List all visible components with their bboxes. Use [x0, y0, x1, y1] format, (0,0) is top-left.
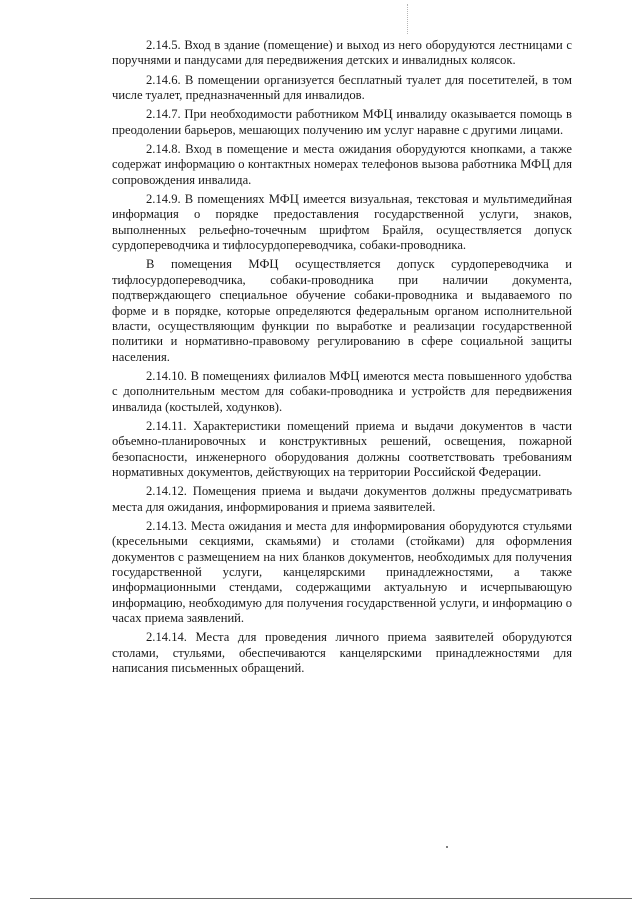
paragraph-2-14-8: 2.14.8. Вход в помещение и места ожидания оборудуются кнопками, а также содержат информацию о контактных номерах телефонов вызова работника МФЦ для сопровождения инвалида.	[112, 142, 572, 187]
paragraph-2-14-11: 2.14.11. Характеристики помещений приема и выдачи документов в части объемно-планировочных и конструктивных решений, освещения, пожарной безопасности, инженерного оборудования должны соответствовать требованиям нормативных документов, действующих на территории Российской Федерации.	[112, 418, 572, 479]
paragraph-2-14-9-continued: В помещения МФЦ осуществляется допуск сурдопереводчика и тифлосурдопереводчика, собаки-проводника при наличии документа, подтверждающего специальное обучение собаки-проводника и выдаваемого по форме и в порядке, которые определяются федеральным органом исполнительной власти, осуществляющим функции по выработке и реализации государственной политики и нормативно-правовому регулированию в сфере социальной защиты населения.	[112, 257, 572, 364]
paragraph-2-14-13: 2.14.13. Места ожидания и места для информирования оборудуются стульями (кресельными секциями, скамьями) и столами (стойками) для оформления документов с размещением на них бланков документов, необходимых для получения государственной услуги, канцелярскими принадлежностями, а также информационными стендами, содержащими актуальную и исчерпывающую информацию, необходимую для получения государственной услуги, и информацию о часах приема заявлений.	[112, 518, 572, 626]
scan-speck	[446, 846, 448, 848]
scan-artifact-top-mark	[407, 4, 409, 34]
paragraph-2-14-10: 2.14.10. В помещениях филиалов МФЦ имеются места повышенного удобства с дополнительным местом для собаки-проводника и устройств для передвижения инвалида (костылей, ходунков).	[112, 368, 572, 414]
paragraph-2-14-5: 2.14.5. Вход в здание (помещение) и выход из него оборудуются лестницами с поручнями и пандусами для передвижения детских и инвалидных колясок.	[112, 38, 572, 68]
paragraph-2-14-9: 2.14.9. В помещениях МФЦ имеется визуальная, текстовая и мультимедийная информация о порядке предоставления государственной услуги, знаков, выполненных рельефно-точечным шрифтом Брайля, осуществляется допуск сурдопереводчика и тифлосурдопереводчика, собаки-проводника.	[112, 192, 572, 253]
paragraph-2-14-14: 2.14.14. Места для проведения личного приема заявителей оборудуются столами, стульями, обеспечиваются канцелярскими принадлежностями для написания письменных обращений.	[112, 630, 572, 676]
paragraph-2-14-6: 2.14.6. В помещении организуется бесплатный туалет для посетителей, в том числе туалет, предназначенный для инвалидов.	[112, 72, 572, 103]
paragraph-2-14-7: 2.14.7. При необходимости работником МФЦ инвалиду оказывается помощь в преодолении барьеров, мешающих получению им услуг наравне с другими лицами.	[112, 107, 572, 137]
document-body	[112, 38, 572, 680]
paragraph-2-14-12: 2.14.12. Помещения приема и выдачи документов должны предусматривать места для ожидания, информирования и приема заявителей.	[112, 484, 572, 514]
scan-artifact-bottom-line	[30, 898, 632, 899]
